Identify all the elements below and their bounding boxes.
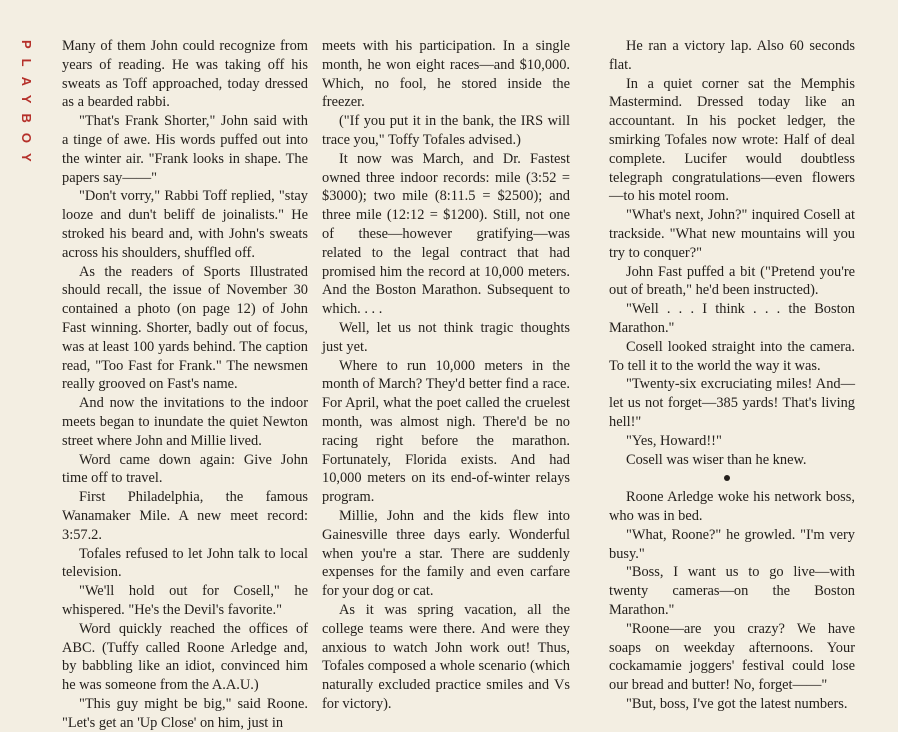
section-break-bullet bbox=[609, 469, 855, 488]
paragraph: First Philadelphia, the famous Wanamaker Mile. A new meet record: 3:57.2. bbox=[62, 489, 308, 543]
paragraph: "Don't vorry," Rabbi Toff replied, "stay looze and dun't beliff de joinalists." He stroked his beard and, with John's sweats across his shoulders, shuffled off. bbox=[62, 188, 308, 261]
paragraph: "What, Roone?" he growled. "I'm very busy." bbox=[609, 526, 855, 562]
paragraph: Well, let us not think tragic thoughts just yet. bbox=[322, 319, 570, 355]
text-column-1 bbox=[62, 37, 308, 732]
paragraph: Word came down again: Give John time off to travel. bbox=[62, 451, 308, 487]
paragraph: As the readers of Sports Illustrated should recall, the issue of November 30 contained a photo (on page 12) of John Fast winning. Shorter, badly out of focus, was at least 100 yards behind. The caption read, "Too Fast for Frank." The newsmen really grooved on Fast's name. bbox=[62, 263, 308, 393]
paragraph: ("If you put it in the bank, the IRS will trace you," Toffy Tofales advised.) bbox=[322, 113, 570, 148]
magazine-name: PLAYBOY bbox=[19, 40, 34, 172]
paragraph: Millie, John and the kids flew into Gainesville three days early. Wonderful when you're a star. There are suddenly expenses for the family and even carfare for your dog or cat. bbox=[322, 507, 570, 600]
paragraph: "What's next, John?" inquired Cosell at trackside. "What new mountains will you try to conquer?" bbox=[609, 207, 855, 261]
bullet-icon bbox=[724, 475, 730, 481]
paragraph: "Yes, Howard!!" bbox=[626, 432, 722, 449]
text-column-2 bbox=[322, 37, 570, 714]
paragraph: And now the invitations to the indoor meets began to inundate the quiet Newton street where John and Millie lived. bbox=[62, 395, 308, 449]
paragraph: He ran a victory lap. Also 60 seconds flat. bbox=[609, 38, 855, 73]
paragraph: In a quiet corner sat the Memphis Mastermind. Dressed today like an accountant. In his pocket ledger, the smirking Tofales now wrote: Half of deal complete. Lucifer would doubtless telegraph congratulations—even flowers—to his motel room. bbox=[609, 75, 855, 205]
paragraph: "Roone—are you crazy? We have soaps on weekday afternoons. Your cockamamie joggers' festival could lose our bread and butter! No, forget——" bbox=[609, 620, 855, 694]
paragraph: "Twenty-six excruciating miles! And—let us not forget—385 yards! That's living hell!" bbox=[609, 376, 855, 430]
paragraph: "But, boss, I've got the latest numbers. bbox=[626, 695, 848, 712]
paragraph: "We'll hold out for Cosell," he whispered. "He's the Devil's favorite." bbox=[62, 583, 308, 618]
paragraph: Where to run 10,000 meters in the month of March? They'd better find a race. For April, what the poet called the cruelest month, was almost nigh. There'd be no racing right before the marathon. Fortunately, Florida exists. And had 10,000 meters on its end-of-winter relays program. bbox=[322, 357, 570, 506]
paragraph: As it was spring vacation, all the college teams were there. And were they anxious to watch John work out! Thus, Tofales composed a whole scenario (which naturally excluded practice smiles and Vs for victory). bbox=[322, 601, 570, 712]
paragraph: meets with his participation. In a single month, he won eight races—and $10,000. Which, no fool, he stored inside the freezer. bbox=[322, 38, 570, 111]
paragraph: "This guy might be big," said Roone. "Let's get an 'Up Close' on him, just in bbox=[62, 695, 308, 731]
text-column-3 bbox=[609, 37, 855, 714]
paragraph: Many of them John could recognize from years of reading. He was taking off his sweats as Toff approached, today dressed as a bearded rabbi. bbox=[62, 38, 308, 111]
magazine-sidebar-logo bbox=[18, 40, 38, 190]
paragraph: Tofales refused to let John talk to local television. bbox=[62, 545, 308, 581]
paragraph: Cosell looked straight into the camera. To tell it to the world the way it was. bbox=[609, 338, 855, 374]
paragraph: "Well . . . I think . . . the Boston Marathon." bbox=[609, 301, 855, 336]
paragraph: It now was March, and Dr. Fastest owned three indoor records: mile (3:52 = $3000); two mile (8:11.5 = $2500); and three mile (12:12 = $1200). Still, not one of these—however gratifying—was related to the legal contract that had promised him the record at 10,000 meters. And the Boston Marathon. Subsequent to which. . . . bbox=[322, 150, 570, 318]
paragraph: Roone Arledge woke his network boss, who was in bed. bbox=[609, 489, 855, 524]
paragraph: "Boss, I want us to go live—with twenty cameras—on the Boston Marathon." bbox=[609, 564, 855, 618]
paragraph: John Fast puffed a bit ("Pretend you're out of breath," he'd been instructed). bbox=[609, 263, 855, 299]
paragraph: "That's Frank Shorter," John said with a tinge of awe. His words puffed out into the winter air. "Frank looks in shape. The papers say——" bbox=[62, 113, 308, 186]
paragraph: Cosell was wiser than he knew. bbox=[626, 451, 807, 468]
paragraph: Word quickly reached the offices of ABC. (Tuffy called Roone Arledge and, by babbling like an idiot, convinced him he was someone from the A.A.U.) bbox=[62, 620, 308, 694]
